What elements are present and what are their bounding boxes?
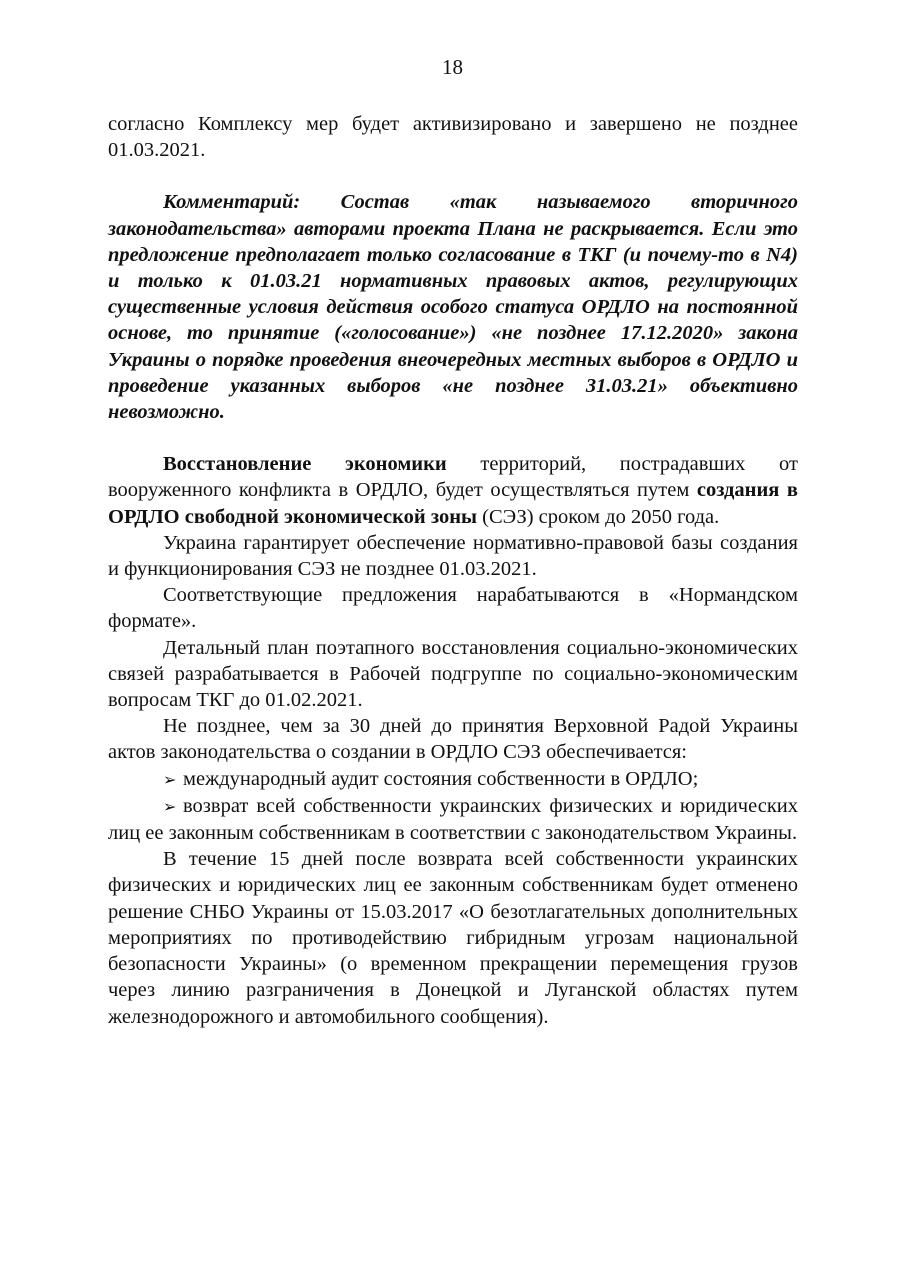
bullet-text: международный аудит состояния собственности в ОРДЛО; bbox=[183, 767, 699, 790]
economy-recovery-heading: Восстановление экономики bbox=[163, 453, 447, 476]
economy-recovery-text: территорий, пострадавших от вооруженного конфликта в ОРДЛО, будет осуществляться путем bbox=[108, 453, 798, 502]
arrow-bullet-icon: ➢ bbox=[163, 769, 177, 789]
paragraph-continuation: согласно Комплексу мер будет активизировано и завершено не позднее 01.03.2021. bbox=[108, 113, 798, 162]
paragraph-economy-recovery bbox=[108, 451, 798, 530]
bullet-item bbox=[108, 793, 798, 846]
paragraph-legal-base: Украина гарантирует обеспечение нормативно-правовой базы создания и функционирования СЭЗ не позднее 01.03.2021. bbox=[108, 531, 798, 581]
paragraph-before-adoption: Не позднее, чем за 30 дней до принятия Верховной Радой Украины актов законодательства о создании в ОРДЛО СЭЗ обеспечивается: bbox=[108, 715, 798, 764]
bullet-text: возврат всей собственности украинских физических и юридических лиц ее законным собственникам в соответствии с законодательством Украины. bbox=[108, 794, 798, 845]
arrow-bullet-icon: ➢ bbox=[163, 796, 177, 816]
free-economic-zone-text: создания в ОРДЛО свободной экономической зоны bbox=[108, 479, 798, 528]
comment-paragraph: Комментарий: Состав «так называемого вторичного законодательства» авторами проекта Плана не раскрывается. Если это предложение предполагает только согласование в ТКГ (и почему-то в N4) и только к 01.03.21 нормативных правовых актов, регулирующих существенные условия действия особого статуса ОРДЛО на постоянной основе, то принятие («голосование») «не позднее 17.12.2020» закона Украины о порядке проведения внеочередных местных выборов в ОРДЛО и проведение указанных выборов «не позднее 31.03.21» объективно невозможно. bbox=[108, 191, 798, 424]
document-body bbox=[108, 111, 798, 1030]
bullet-item bbox=[108, 766, 798, 793]
paragraph-normandy-format: Соответствующие предложения нарабатываются в «Нормандском формате». bbox=[108, 584, 798, 633]
paragraph-restoration-plan: Детальный план поэтапного восстановления социально-экономических связей разрабатывается в Рабочей подгруппе по социально-экономическим вопросам ТКГ до 01.02.2021. bbox=[108, 636, 798, 712]
page-number: 18 bbox=[442, 55, 463, 79]
economy-recovery-term: (СЭЗ) сроком до 2050 года. bbox=[477, 505, 720, 528]
paragraph-snbo-decision: В течение 15 дней после возврата всей собственности украинских физических и юридических лиц ее законным собственникам будет отменено решение СНБО Украины от 15.03.2017 «О безотлагательных дополнительных мероприятиях по противодействию гибридным угрозам национальной безопасности Украины» (о временном прекращении перемещения грузов через линию разграничения в Донецкой и Луганской областях путем железнодорожного и автомобильного сообщения). bbox=[108, 848, 798, 1028]
